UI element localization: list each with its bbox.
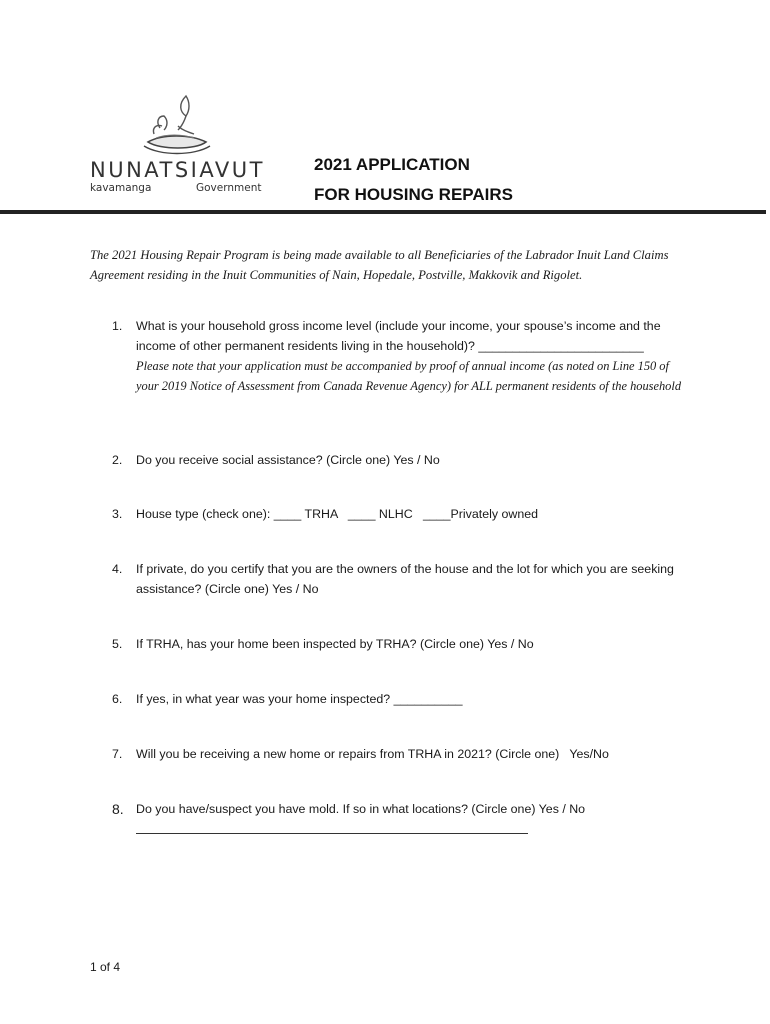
question-4 — [112, 559, 682, 599]
question-5 — [112, 634, 682, 654]
question-3 — [112, 504, 682, 524]
question-6 — [112, 689, 682, 709]
question-2 — [112, 450, 682, 470]
question-text: Will you be receiving a new home or repairs from TRHA in 2021? (Circle one) Yes/No — [136, 747, 609, 761]
question-text: If yes, in what year was your home inspected? __________ — [136, 692, 463, 706]
document-title — [314, 150, 513, 210]
page-number: 1 of 4 — [90, 960, 121, 974]
question-text: If private, do you certify that you are the owners of the house and the lot for which you are seeking assistance? (Circle one) Yes / No — [136, 562, 674, 596]
title-line-1: 2021 APPLICATION — [314, 155, 470, 174]
question-7 — [112, 744, 682, 764]
logo-wordmark: NUNATSIAVUT — [90, 158, 265, 182]
question-number: 4. — [112, 562, 123, 576]
mold-locations-answer-line[interactable] — [136, 833, 528, 834]
question-number: 1. — [112, 319, 123, 333]
inukshuk-emblem-icon — [90, 90, 230, 162]
question-note: Please note that your application must be accompanied by proof of annual income (as noted on Line 150 of your 2019 Notice of Assessment from Canada Revenue Agency) for ALL permanent residents of the household — [136, 359, 682, 393]
nunatsiavut-logo — [90, 90, 270, 200]
question-text: Do you have/suspect you have mold. If so in what locations? (Circle one) Yes / No — [136, 802, 586, 816]
question-text: House type (check one): ____ TRHA ____ NLHC ____Privately owned — [136, 507, 538, 521]
question-number: 2. — [112, 453, 123, 467]
question-text: If TRHA, has your home been inspected by TRHA? (Circle one) Yes / No — [136, 637, 534, 651]
intro-paragraph: The 2021 Housing Repair Program is being made available to all Beneficiaries of the Labrador Inuit Land Claims Agreement residing in the Inuit Communities of Nain, Hopedale, Postville, Makkovik and Rigolet. — [90, 248, 669, 282]
question-8 — [112, 799, 682, 819]
question-text: Do you receive social assistance? (Circle one) Yes / No — [136, 453, 440, 467]
question-number: 5. — [112, 637, 123, 651]
logo-subtitle-english: Government — [196, 182, 262, 194]
question-number: 6. — [112, 692, 123, 706]
logo-subtitle-inuktitut: kavamanga — [90, 182, 152, 194]
header-divider — [0, 210, 766, 214]
question-1 — [112, 316, 682, 396]
question-text: What is your household gross income level (include your income, your spouse’s income and the income of other permanent residents living in the household)? ________________________ — [136, 319, 661, 353]
question-number: 7. — [112, 747, 123, 761]
title-line-2: FOR HOUSING REPAIRS — [314, 185, 513, 204]
question-number: 3. — [112, 507, 123, 521]
question-number: 8. — [112, 801, 124, 817]
